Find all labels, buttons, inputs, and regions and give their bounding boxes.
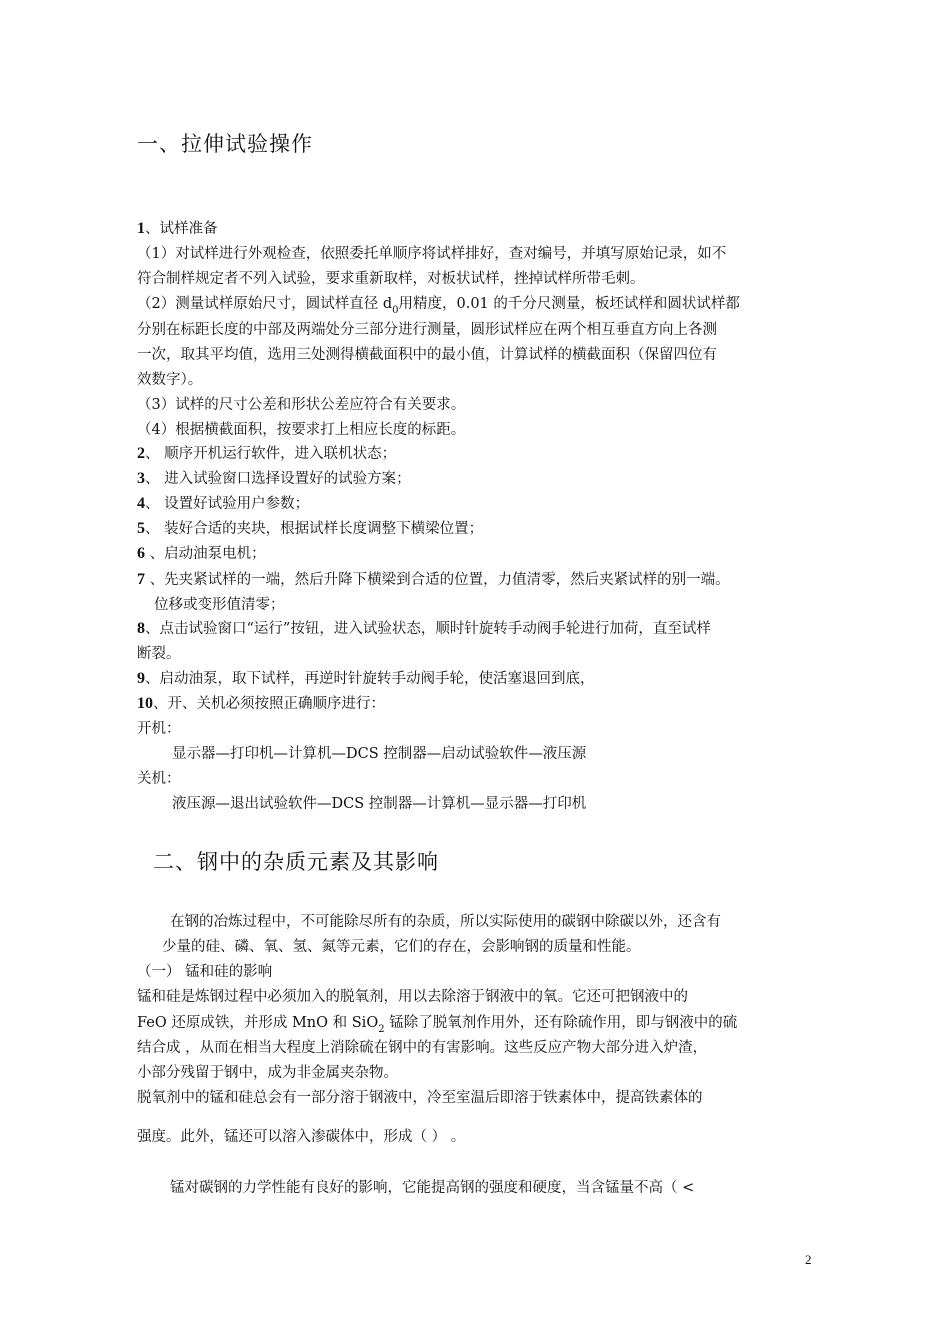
paragraph-line: （3）试样的尺寸公差和形状公差应符合有关要求。 [137, 397, 466, 413]
step-item: 8、点击试验窗口“运行”按钮，进入试验状态，顺时针旋转手动阀手轮进行加荷，直至试样 [137, 620, 711, 637]
step-number: 6 [137, 545, 145, 562]
paragraph-line: 少量的硅、磷、氧、氢、氮等元素，它们的存在，会影响钢的质量和性能。 [162, 939, 641, 955]
paragraph-line: （1）对试样进行外观检查，依照委托单顺序将试样排好，查对编号，并填写原始记录，如不 [137, 246, 727, 262]
step-item: 7 、先夹紧试样的一端，然后升降下横梁到合适的位置，力值清零，然后夹紧试样的别一端。 [137, 571, 730, 588]
step-number: 2 [137, 445, 145, 462]
step-item: 3、 进入试验窗口选择设置好的试验方案； [137, 470, 411, 487]
paragraph-line: 断裂。 [137, 646, 181, 662]
power-on-sequence: 显示器—打印机—计算机—DCS 控制器—启动试验软件—液压源 [172, 746, 587, 762]
power-off-sequence: 液压源—退出试验软件—DCS 控制器—计算机—显示器—打印机 [172, 796, 587, 812]
step-title: 、试样准备 [145, 221, 218, 237]
step-item: 9、启动油泵，取下试样，再逆时针旋转手动阀手轮，使活塞退回到底， [137, 670, 595, 687]
paragraph-line: 强度。此外，锰还可以溶入渗碳体中，形成（ ） 。 [137, 1129, 466, 1145]
step-number: 9 [137, 670, 145, 687]
paragraph-line: 分别在标距长度的中部及两端处分三部分进行测量，圆形试样应在两个相互垂直方向上各测 [137, 322, 717, 338]
section-heading-tensile-test: 一、拉伸试验操作 [137, 132, 313, 156]
paragraph-line: 一次，取其平均值，选用三处测得横截面积中的最小值，计算试样的横截面积（保留四位有 [137, 347, 717, 363]
paragraph-line: 符合制样规定者不列入试验，要求重新取样，对板状试样，挫掉试样所带毛刺。 [137, 271, 645, 287]
step-number: 1 [137, 220, 145, 237]
subscript: 2 [378, 1024, 385, 1035]
paragraph-line: 脱氧剂中的锰和硅总会有一部分溶于钢液中，冷至室温后即溶于铁素体中，提高铁素体的 [137, 1090, 703, 1106]
paragraph-line: 小部分残留于钢中，成为非金属夹杂物。 [137, 1065, 398, 1081]
step-number: 8 [137, 620, 145, 637]
step-item: 10、开、关机必须按照正确顺序进行： [137, 695, 385, 712]
page-number: 2 [805, 1252, 812, 1267]
step-item: 4、 设置好试验用户参数； [137, 495, 310, 512]
paragraph-line: 结合成 ，从而在相当大程度上消除硫在钢中的有害影响。这些反应产物大部分进入炉渣， [137, 1040, 708, 1056]
subsection-sample-prep [137, 217, 817, 241]
step-continuation: 位移或变形值清零； [154, 597, 285, 613]
paragraph-line: 效数字）。 [137, 372, 203, 388]
step-item: 2、 顺序开机运行软件，进入联机状态； [137, 445, 397, 462]
step-number: 7 [137, 571, 145, 588]
step-number: 4 [137, 495, 145, 512]
paragraph-line: （2）测量试样原始尺寸，圆试样直径 $d_0$用精度，0.01 的千分尺测量，板坯试样和圆状试样都 [137, 296, 740, 316]
step-item: 5、 装好合适的夹块，根据试样长度调整下横梁位置； [137, 520, 484, 537]
power-off-label: 关机： [137, 771, 181, 787]
power-on-label: 开机： [137, 721, 181, 737]
paragraph-line: FeO 还原成铁，并形成 MnO 和 SiO$_2$ 锰除了脱氧剂作用外，还有除硫作用，即与钢液中的硫 [137, 1015, 738, 1035]
step-item: 6 、启动油泵电机； [137, 545, 266, 562]
step-number: 3 [137, 470, 145, 487]
paragraph-line: 锰对碳钢的力学性能有良好的影响，它能提高钢的强度和硬度，当含锰量不高（ < [170, 1180, 695, 1196]
paragraph-line: 在钢的冶炼过程中，不可能除尽所有的杂质，所以实际使用的碳钢中除碳以外，还含有 [170, 914, 721, 930]
paragraph-line: 锰和硅是炼钢过程中必须加入的脱氧剂，用以去除溶于钢液中的氧。它还可把钢液中的 [137, 989, 688, 1005]
paragraph-line: （4）根据横截面积，按要求打上相应长度的标距。 [137, 422, 466, 438]
subscript: 0 [392, 305, 399, 316]
step-number: 10 [137, 695, 153, 712]
step-number: 5 [137, 520, 145, 537]
subsection-title: （一） 锰和硅的影响 [137, 964, 273, 980]
section-heading-impurities: 二、钢中的杂质元素及其影响 [153, 850, 439, 874]
